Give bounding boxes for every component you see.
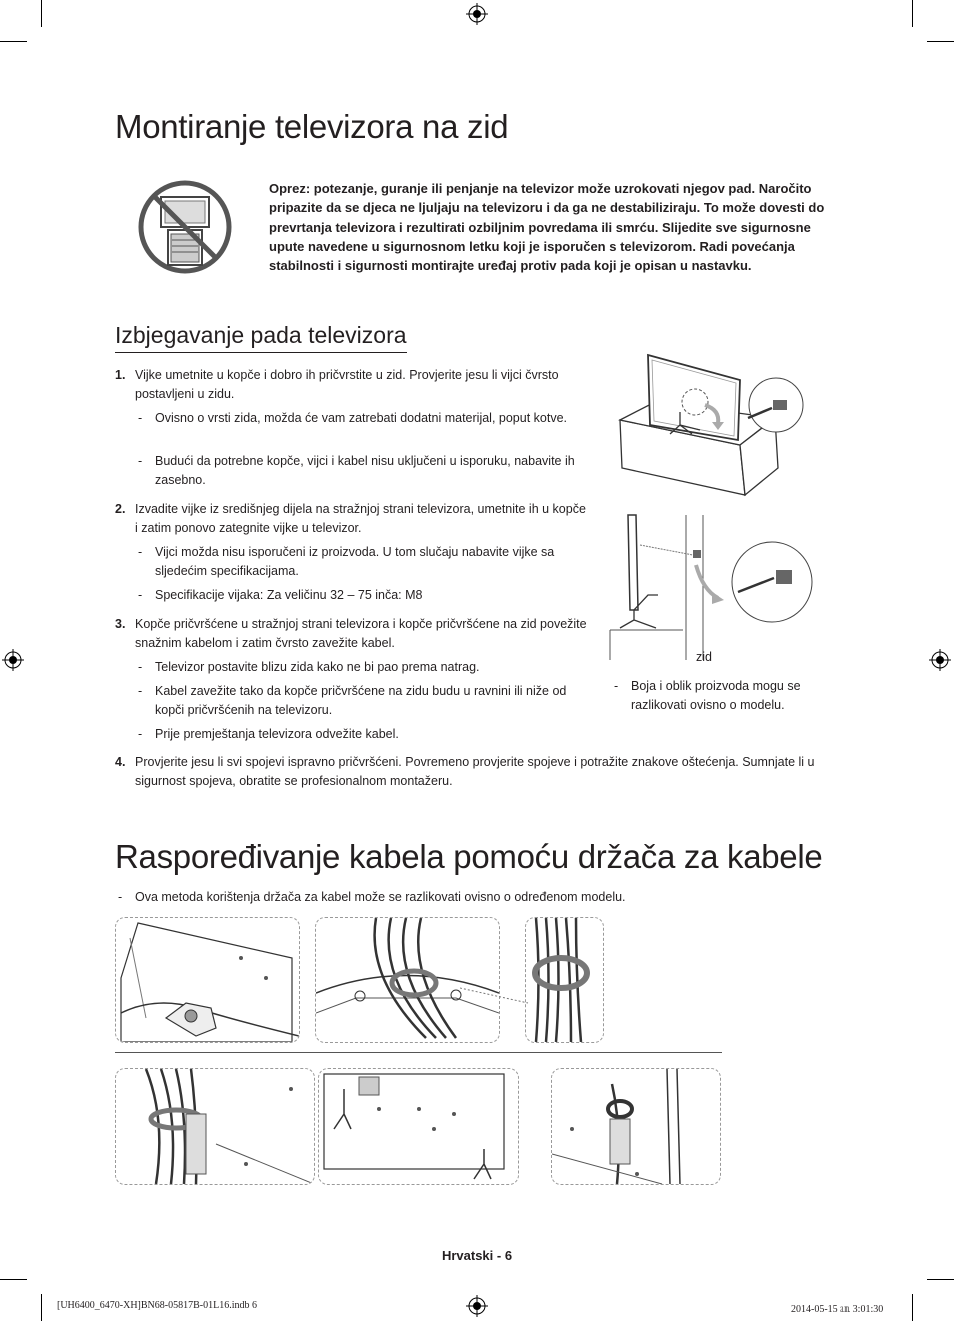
crop-mark <box>41 0 42 27</box>
list-item <box>115 615 590 653</box>
bullet-text: Prije premještanja televizora odvežite kabel. <box>155 727 399 741</box>
figure-note: - Boja i oblik proizvoda mogu se razlikovati ovisno o modelu. <box>614 677 829 715</box>
page-number: Hrvatski - 6 <box>441 1248 513 1263</box>
divider <box>115 1052 722 1053</box>
step-number: 3. <box>115 617 126 631</box>
cable-figure-drawing <box>319 1069 518 1184</box>
step-text: Provjerite jesu li svi spojevi ispravno pričvršćeni. Povremeno provjerite spojeve i potražite znakove oštećenja. Sumnjate li u sigurnost spojeva, obratite se profesionalnom montažeru. <box>135 755 815 789</box>
figure-note-text: Boja i oblik proizvoda mogu se razlikovati ovisno o modelu. <box>631 679 801 713</box>
crop-mark <box>927 1279 954 1280</box>
crop-mark <box>912 0 913 27</box>
bullet-item: - Specifikacije vijaka: Za veličinu 32 – 75 inča: M8 <box>138 586 578 605</box>
list-item <box>115 366 590 404</box>
wall-side-figure <box>608 510 813 660</box>
cable-figure-drawing <box>316 918 499 1042</box>
section-title: Raspoređivanje kabela pomoću držača za kabele <box>115 838 823 875</box>
cable-figure <box>115 1068 315 1185</box>
bullet-item: - Televizor postavite blizu zida kako ne bi pao prema natrag. <box>138 658 578 677</box>
leader-line <box>460 985 530 1005</box>
crop-mark <box>912 1294 913 1321</box>
list-item <box>115 500 590 538</box>
cable-figure-drawing <box>526 918 603 1042</box>
cable-figure-drawing <box>552 1069 720 1184</box>
step-text: Vijke umetnite u kopče i dobro ih pričvrstite u zid. Provjerite jesu li vijci čvrsto postavljeni u zidu. <box>135 368 559 402</box>
crop-mark <box>0 1279 27 1280</box>
cable-figure-drawing <box>116 1069 314 1184</box>
crop-mark <box>927 41 954 42</box>
bullet-text: Kabel zavežite tako da kopče pričvršćene na zidu budu u ravnini ili niže od kopči pričvršćenih na televizoru. <box>155 684 567 718</box>
step-number: 4. <box>115 755 126 769</box>
no-climbing-warning-icon <box>138 180 232 274</box>
bullet-item: - Ova metoda korištenja držača za kabel može se razlikovati ovisno o određenom modelu. <box>118 888 838 907</box>
wall-label: zid <box>696 650 712 664</box>
cable-figure <box>525 917 604 1043</box>
cable-figure <box>315 917 500 1043</box>
bullet-text: Specifikacije vijaka: Za veličinu 32 – 75 inča: M8 <box>155 588 423 602</box>
cable-figure <box>551 1068 721 1185</box>
bullet-text: Ovisno o vrsti zida, možda će vam zatrebati dodatni materijal, poput kotve. <box>155 411 567 425</box>
bullet-item: - Kabel zavežite tako da kopče pričvršćene na zidu budu u ravnini ili niže od kopči pričvršćenih na televizoru. <box>138 682 578 720</box>
tv-stand-figure <box>610 350 810 500</box>
bullet-item: - Budući da potrebne kopče, vijci i kabel nisu uključeni u isporuku, nabavite ih zasebno. <box>138 452 578 490</box>
crop-mark <box>41 1294 42 1321</box>
step-number: 2. <box>115 502 126 516</box>
registration-mark-icon <box>929 649 951 671</box>
bullet-text: Ova metoda korištenja držača za kabel može se razlikovati ovisno o određenom modelu. <box>135 890 626 904</box>
bullet-item: - Ovisno o vrsti zida, možda će vam zatrebati dodatni materijal, poput kotve. <box>138 409 578 428</box>
step-text: Kopče pričvršćene u stražnjoj strani televizora i kopče pričvršćene na zid povežite snažnim kabelom i zatim čvrsto zavežite kabel. <box>135 617 587 651</box>
registration-mark-icon <box>466 3 488 25</box>
cable-figure <box>318 1068 519 1185</box>
step-number: 1. <box>115 368 126 382</box>
crop-mark <box>0 41 27 42</box>
step-text: Izvadite vijke iz središnjeg dijela na stražnjoj strani televizora, umetnite ih u kopče i zatim ponovo zategnite vijke u televizor. <box>135 502 586 536</box>
bullet-item: - Prije premještanja televizora odvežite kabel. <box>138 725 578 744</box>
bullet-item: - Vijci možda nisu isporučeni iz proizvoda. U tom slučaju nabavite vijke sa sljedećim specifikacijama. <box>138 543 578 581</box>
list-item <box>115 753 835 791</box>
footer-timestamp: 2014-05-15 ㏂ 3:01:30 <box>791 1304 884 1315</box>
cable-figure <box>115 917 300 1043</box>
cable-figure-drawing <box>116 918 299 1042</box>
registration-mark-icon <box>466 1295 488 1317</box>
page-title: Montiranje televizora na zid <box>115 108 509 145</box>
registration-mark-icon <box>2 649 24 671</box>
footer-filename: [UH6400_6470-XH]BN68-05817B-01L16.indb 6 <box>57 1300 257 1311</box>
warning-text: Oprez: potezanje, guranje ili penjanje na televizor može uzrokovati njegov pad. Naročito pripazite da se djeca ne ljuljaju na televizoru i da ga ne destabiliziraju. To može dovesti do prevrtanja televizora i rezultirati ozbiljnim povredama ili smrću. Slijedite sve sigurnosne upute navedene u sigurnosnom letku koji je isporučen s televizorom. Radi povećanja stabilnosti i sigurnosti montirajte uređaj protiv pada koji je opisan u nastavku. <box>269 181 825 274</box>
bullet-text: Televizor postavite blizu zida kako ne bi pao prema natrag. <box>155 660 480 674</box>
bullet-text: Budući da potrebne kopče, vijci i kabel nisu uključeni u isporuku, nabavite ih zasebno. <box>155 454 575 488</box>
section-heading: Izbjegavanje pada televizora <box>115 322 407 353</box>
bullet-text: Vijci možda nisu isporučeni iz proizvoda. U tom slučaju nabavite vijke sa sljedećim specifikacijama. <box>155 545 555 579</box>
